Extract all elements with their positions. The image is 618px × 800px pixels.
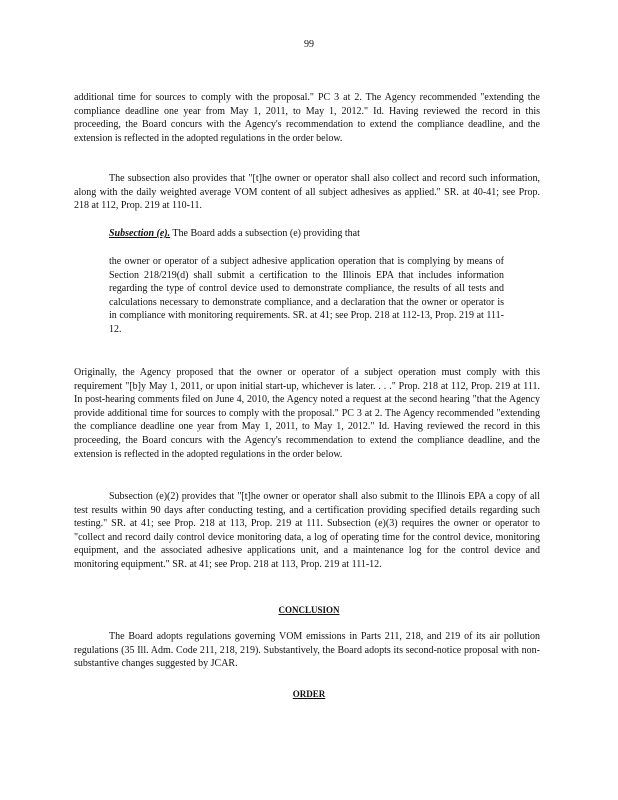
paragraph-originally: Originally, the Agency proposed that the owner or operator of a subject operation must comply with this requirement "[b]y May 1, 2011, or upon initial start-up, whichever is later. . . ." Prop. 218 at 112, Prop. 219 at 111. In post-hearing comments filed on June 4, 2010, the Agency noted a request at the second hearing "that the Agency provide additional time for sources to comply with the proposal." PC 3 at 2. The Agency recommended "extending the compliance deadline one year from May 1, 2011, to May 1, 2012." Id. Having reviewed the record in this proceeding, the Board concurs with the Agency's recommendation to extend the compliance deadline, and the extension is reflected in the adopted regulations in the order below. <box>74 367 540 460</box>
paragraph-subsection-e2: Subsection (e)(2) provides that "[t]he owner or operator shall also submit to the Illinois EPA a copy of all test results within 90 days after conducting testing, and a certification providing specified details regarding such testing." SR. at 41; see Prop. 218 at 113, Prop. 219 at 111. Subsection (e)(3) requires the owner or operator to "collect and record daily control device monitoring data, a log of operating time for the control device, monitoring equipment, and the associated adhesive applications unit, and a maintenance log for the control device and monitoring equipment." SR. at 41; see Prop. 218 at 113, Prop. 219 at 111-12. <box>74 491 540 570</box>
order-heading: ORDER <box>292 689 326 699</box>
paragraph-conclusion: The Board adopts regulations governing VOM emissions in Parts 211, 218, and 219 of its air pollution regulations (35 Ill. Adm. Code 211, 218, 219). Substantively, the Board adopts its second-notice proposal with non-substantive changes suggested by JCAR. <box>74 631 540 670</box>
subsection-intro-text: The Board adds a subsection (e) providing that <box>170 228 360 239</box>
paragraph-subsection-record: The subsection also provides that "[t]he owner or operator shall also collect and record such information, along with the daily weighted average VOM content of all subject adhesives as applied." SR. at 40-41; see Prop. 218 at 112, Prop. 219 at 110-11. <box>74 173 540 212</box>
paragraph-continuation: additional time for sources to comply with the proposal." PC 3 at 2. The Agency recommended "extending the compliance deadline one year from May 1, 2011, to May 1, 2012." Id. Having reviewed the record in this proceeding, the Board concurs with the Agency's recommendation to extend the compliance deadline, and the extension is reflected in the adopted regulations in the order below. <box>74 92 540 144</box>
paragraph-subsection-e <box>74 227 540 241</box>
subsection-label: Subsection (e). <box>109 228 171 239</box>
conclusion-heading: CONCLUSION <box>278 605 340 615</box>
block-quote: the owner or operator of a subject adhesive application operation that is complying by means of Section 218/219(d) shall submit a certification to the Illinois EPA that includes information regarding the type of control device used to demonstrate compliance, the results of all tests and calculations necessary to demonstrate compliance, and a declaration that the owner or operator is in compliance with monitoring requirements. SR. at 41; see Prop. 218 at 112-13, Prop. 219 at 111-12. <box>109 256 504 335</box>
page-number: 99 <box>304 39 314 50</box>
